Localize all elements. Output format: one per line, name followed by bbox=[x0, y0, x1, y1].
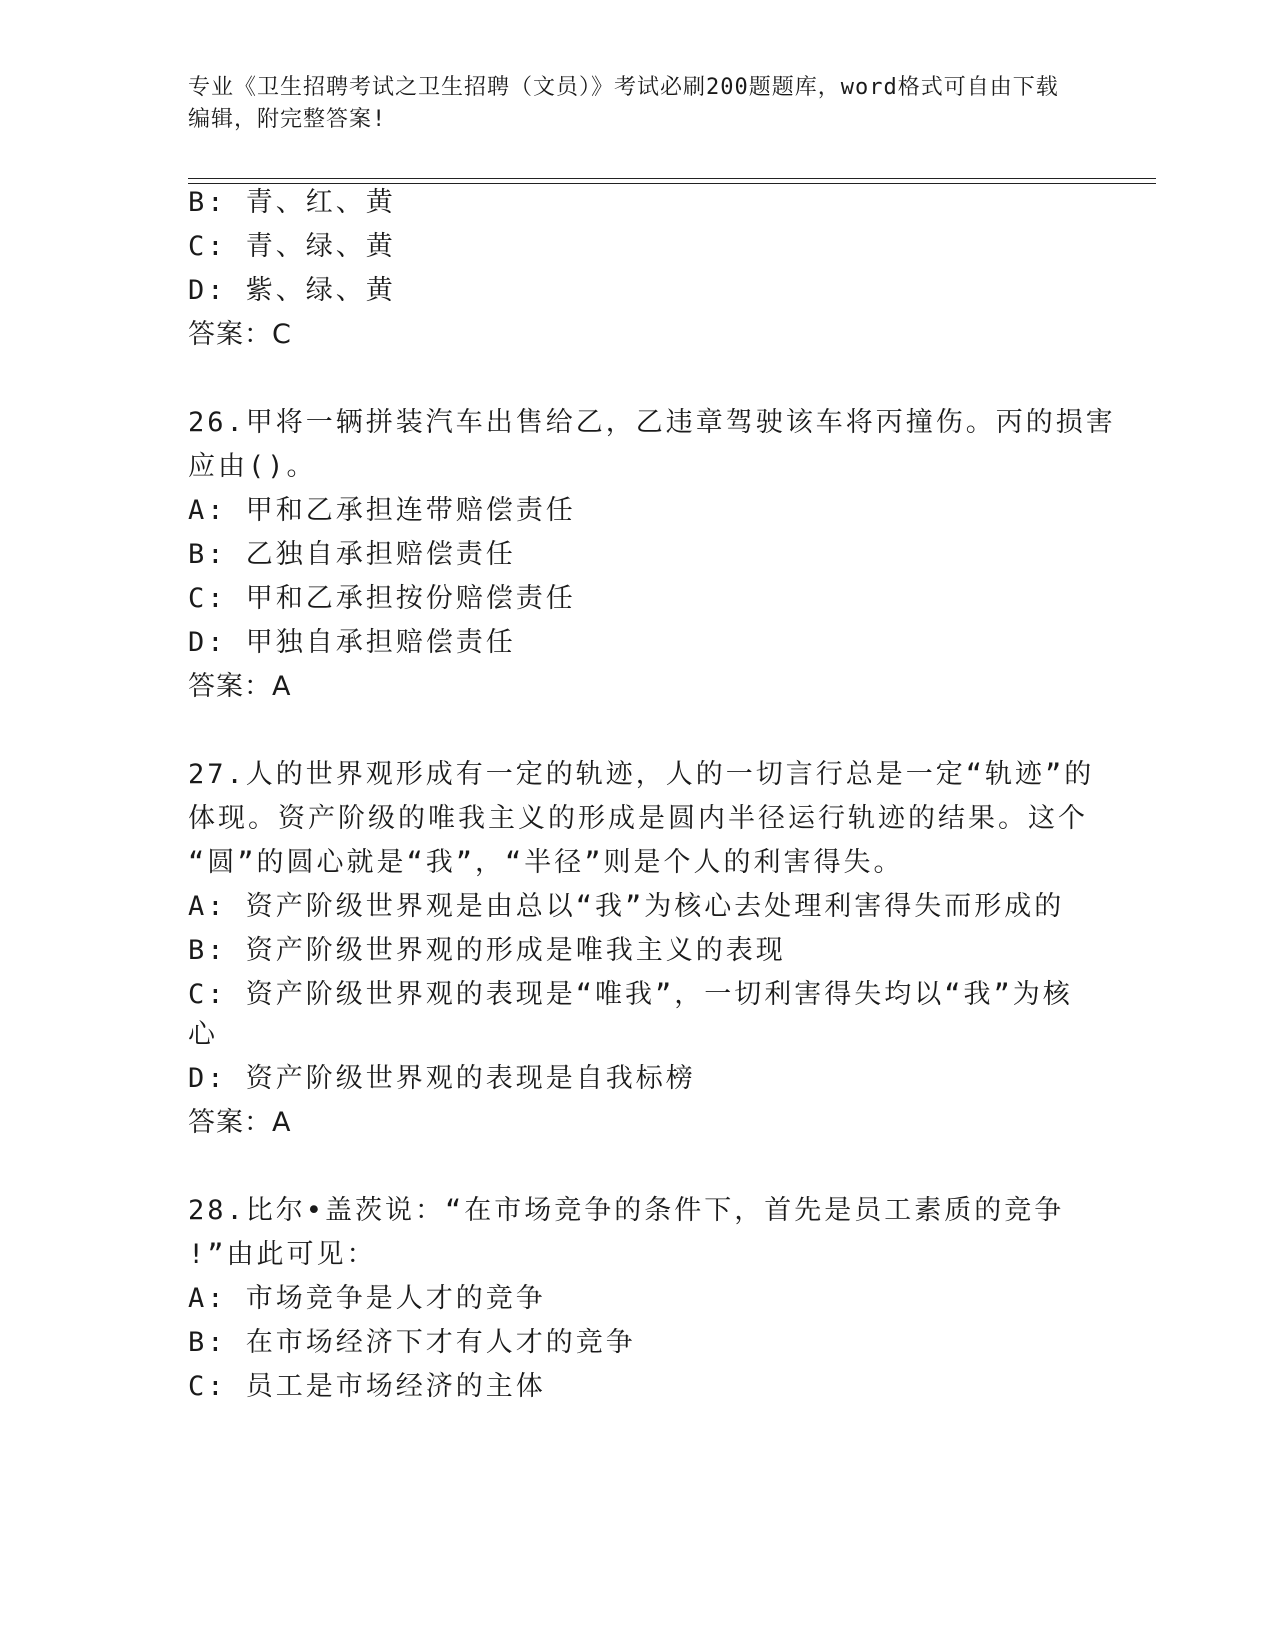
q26-option-b: B: 乙独自承担赔偿责任 bbox=[188, 539, 516, 570]
q27-answer: 答案：A bbox=[188, 1107, 292, 1138]
prev-option-b: B: 青、红、黄 bbox=[188, 187, 396, 218]
prev-option-d: D: 紫、绿、黄 bbox=[188, 275, 396, 306]
document-header: 专业《卫生招聘考试之卫生招聘（文员）》考试必刷200题题库，word格式可自由下载编辑，附完整答案! bbox=[188, 75, 1059, 132]
q27-option-b: B: 资产阶级世界观的形成是唯我主义的表现 bbox=[188, 935, 786, 966]
q26-stem-line2: 应由()。 bbox=[188, 451, 317, 482]
q27-stem-line2: 体现。资产阶级的唯我主义的形成是圆内半径运行轨迹的结果。这个 bbox=[188, 803, 1088, 834]
q27-option-c-line2: 心 bbox=[188, 1019, 218, 1050]
q28-option-c: C: 员工是市场经济的主体 bbox=[188, 1371, 546, 1402]
header-divider-top bbox=[188, 178, 1156, 179]
q27-stem-line1: 27.人的世界观形成有一定的轨迹，人的一切言行总是一定“轨迹”的 bbox=[188, 759, 1095, 790]
q28-stem-line2: !”由此可见： bbox=[188, 1239, 377, 1270]
q28-option-a: A: 市场竞争是人才的竞争 bbox=[188, 1283, 546, 1314]
prev-option-c: C: 青、绿、黄 bbox=[188, 231, 396, 262]
q26-option-d: D: 甲独自承担赔偿责任 bbox=[188, 627, 516, 658]
q27-option-a: A: 资产阶级世界观是由总以“我”为核心去处理利害得失而形成的 bbox=[188, 891, 1065, 922]
q27-option-d: D: 资产阶级世界观的表现是自我标榜 bbox=[188, 1063, 696, 1094]
q26-option-a: A: 甲和乙承担连带赔偿责任 bbox=[188, 495, 576, 526]
q26-option-c: C: 甲和乙承担按份赔偿责任 bbox=[188, 583, 576, 614]
prev-answer: 答案：C bbox=[188, 319, 292, 350]
q27-option-c-line1: C: 资产阶级世界观的表现是“唯我”，一切利害得失均以“我”为核 bbox=[188, 979, 1073, 1010]
q26-answer: 答案：A bbox=[188, 671, 292, 702]
header-divider-bottom bbox=[188, 183, 1156, 184]
q26-stem-line1: 26.甲将一辆拼装汽车出售给乙，乙违章驾驶该车将丙撞伤。丙的损害 bbox=[188, 407, 1116, 438]
q28-stem-line1: 28.比尔•盖茨说：“在市场竞争的条件下，首先是员工素质的竞争 bbox=[188, 1195, 1065, 1226]
q27-stem-line3: “圆”的圆心就是“我”，“半径”则是个人的利害得失。 bbox=[188, 847, 904, 878]
q28-option-b: B: 在市场经济下才有人才的竞争 bbox=[188, 1327, 636, 1358]
